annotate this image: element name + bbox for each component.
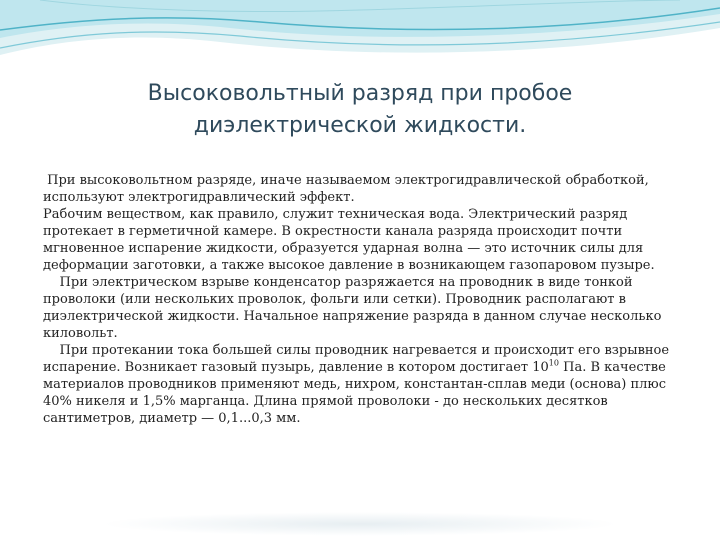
- paragraph-working-medium: Рабочим веществом, как правило, служит техническая вода. Электрический разряд протекает в герметичной камере. В окрестности канала разряда происходит почти мгновенное испарение жидкости, образуется ударная волна — это источник силы для деформации заготовки, а также высокое давление в возникающем газопаровом пузыре.: [43, 207, 655, 273]
- paragraph-electric-explosion: При электрическом взрыве конденсатор разряжается на проводник в виде тонкой проволоки (или нескольких проволок, фольги или сетки). Проводник располагают в диэлектрической жидкости. Начальное напряжение разряда в данном случае несколько киловольт.: [43, 275, 666, 341]
- paragraph-intro: При высоковольтном разряде, иначе называемом электрогидравлической обработкой, используют электрогидравлический эффект.: [43, 173, 653, 205]
- materials-text-part-1: При протекании тока большей силы проводник нагревается и происходит его взрывное испарение. Возникает газовый пузырь, давление в котором достигает 10: [43, 343, 674, 375]
- decorative-wave: [0, 0, 720, 90]
- bottom-shadow: [100, 512, 620, 536]
- paragraph-conductor-materials: [43, 342, 679, 427]
- slide-title: [60, 78, 660, 142]
- pressure-exponent: 10: [548, 358, 559, 368]
- materials-text-part-2: Па. В качестве материалов проводников применяют медь, нихром, константан-сплав меди (основа) плюс 40% никеля и 1,5% марганца. Длина прямой проволоки - до нескольких десятков сантиметров, диаметр — 0,1...0,3 мм.: [43, 360, 671, 426]
- slide-body: [43, 172, 679, 427]
- title-line-2: диэлектрической жидкости.: [193, 113, 527, 138]
- title-line-1: Высоковольтный разряд при пробое: [147, 81, 573, 106]
